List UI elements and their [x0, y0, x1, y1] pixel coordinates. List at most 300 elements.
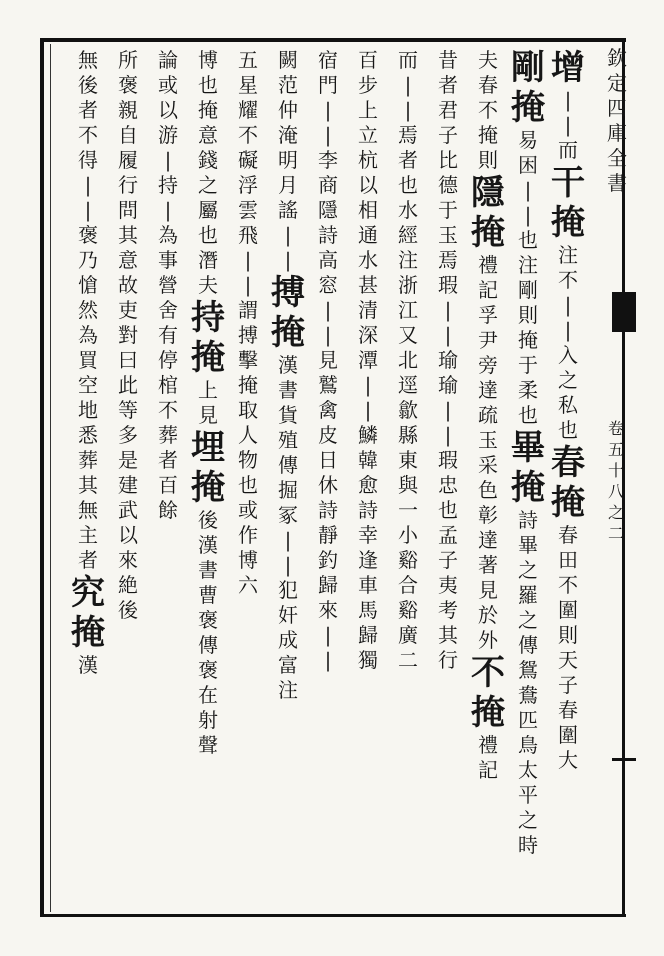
text-char: 絶 — [118, 573, 138, 597]
text-char: 不 — [558, 573, 578, 597]
headword-char: 不 — [471, 653, 505, 693]
text-column — [153, 48, 183, 523]
text-char: 明 — [278, 148, 298, 172]
text-char: | — [324, 323, 332, 347]
headword-char: 增 — [551, 48, 585, 88]
text-char: | — [324, 623, 332, 647]
text-char: | — [444, 398, 452, 422]
text-char: 歸 — [358, 623, 378, 647]
text-column — [393, 48, 423, 673]
text-char: 圍 — [558, 723, 578, 747]
text-char: 廣 — [398, 623, 418, 647]
text-char: 主 — [78, 523, 98, 547]
headword-char: 埋 — [191, 428, 225, 468]
text-char: 為 — [158, 223, 178, 247]
text-char: 注 — [558, 243, 578, 267]
text-char: 德 — [438, 173, 458, 197]
headword-char: 究 — [71, 573, 105, 613]
text-char: 而 — [398, 48, 418, 72]
text-char: | — [84, 173, 92, 197]
volume-number-char: 十 — [607, 461, 624, 480]
headword-char: 掩 — [551, 203, 585, 243]
text-char: | — [244, 248, 252, 272]
text-char: 謂 — [238, 298, 258, 322]
text-char: 之 — [518, 558, 538, 582]
text-char: 所 — [118, 48, 138, 72]
text-char: 詩 — [318, 223, 338, 247]
text-char: 漢 — [198, 533, 218, 557]
text-char: 意 — [118, 248, 138, 272]
headword-char: 掩 — [511, 88, 545, 128]
page-border-top — [40, 38, 626, 42]
text-char: 六 — [238, 573, 258, 597]
text-char: 私 — [558, 393, 578, 417]
page-border-left-inner — [50, 44, 51, 912]
text-char: | — [444, 323, 452, 347]
text-char: 之 — [558, 368, 578, 392]
text-char: 錢 — [198, 148, 218, 172]
volume-number-char: 二 — [607, 524, 624, 543]
text-char: | — [324, 123, 332, 147]
text-char: 傳 — [278, 453, 298, 477]
text-char: 或 — [238, 498, 258, 522]
text-char: 鳥 — [518, 733, 538, 757]
fishtail-mark — [612, 292, 636, 332]
text-char: 成 — [278, 628, 298, 652]
text-char: 鱗 — [358, 423, 378, 447]
text-char: 書 — [198, 558, 218, 582]
text-char: 者 — [398, 148, 418, 172]
headword-char: 掩 — [191, 338, 225, 378]
text-char: 不 — [238, 123, 258, 147]
text-column — [73, 48, 103, 678]
volume-number-char: 五 — [607, 440, 624, 459]
text-char: 休 — [318, 473, 338, 497]
text-char: 記 — [478, 758, 498, 782]
text-char: 故 — [118, 273, 138, 297]
text-char: 疏 — [478, 403, 498, 427]
text-char: 謠 — [278, 198, 298, 222]
text-char: 鷲 — [318, 373, 338, 397]
headword-char: 掩 — [471, 213, 505, 253]
text-char: | — [284, 528, 292, 552]
text-char: 為 — [78, 323, 98, 347]
text-char: 此 — [118, 373, 138, 397]
text-char: 北 — [398, 348, 418, 372]
text-char: 窓 — [318, 273, 338, 297]
text-char: 舍 — [158, 298, 178, 322]
text-char: 小 — [398, 523, 418, 547]
text-char: 困 — [518, 153, 538, 177]
text-char: 無 — [78, 48, 98, 72]
text-column — [473, 48, 503, 783]
text-char: 釣 — [318, 548, 338, 572]
text-char: 空 — [78, 373, 98, 397]
text-char: 耀 — [238, 98, 258, 122]
headword-char: 掩 — [191, 468, 225, 508]
text-char: 甚 — [358, 273, 378, 297]
text-char: 者 — [78, 98, 98, 122]
text-char: 是 — [118, 448, 138, 472]
headword-char: 剛 — [511, 48, 545, 88]
text-char: 羅 — [518, 583, 538, 607]
text-char: 吏 — [118, 298, 138, 322]
text-char: | — [564, 88, 572, 112]
text-char: 子 — [558, 673, 578, 697]
text-char: | — [324, 648, 332, 672]
text-char: 仲 — [278, 98, 298, 122]
text-char: | — [324, 98, 332, 122]
text-char: 游 — [158, 123, 178, 147]
text-char: 易 — [518, 128, 538, 152]
text-char: 靜 — [318, 523, 338, 547]
text-char: 尹 — [478, 328, 498, 352]
text-char: | — [284, 553, 292, 577]
text-char: 礙 — [238, 148, 258, 172]
text-char: 也 — [198, 223, 218, 247]
text-char: 經 — [398, 223, 418, 247]
text-char: 不 — [78, 123, 98, 147]
text-char: 富 — [278, 653, 298, 677]
text-column — [553, 48, 583, 773]
text-char: 于 — [518, 353, 538, 377]
text-char: 夷 — [438, 573, 458, 597]
text-char: 浮 — [238, 173, 258, 197]
text-char: 玉 — [478, 428, 498, 452]
text-char: 見 — [318, 348, 338, 372]
text-char: | — [564, 293, 572, 317]
headword-char: 掩 — [511, 468, 545, 508]
text-char: 又 — [398, 323, 418, 347]
text-char: 博 — [198, 48, 218, 72]
text-char: 傳 — [198, 633, 218, 657]
text-char: 江 — [398, 298, 418, 322]
text-char: 不 — [478, 98, 498, 122]
text-char: 子 — [438, 123, 458, 147]
text-char: 逕 — [398, 373, 418, 397]
text-char: | — [164, 198, 172, 222]
text-char: 奸 — [278, 603, 298, 627]
text-char: 一 — [398, 498, 418, 522]
text-char: 有 — [158, 323, 178, 347]
text-char: 孟 — [438, 523, 458, 547]
text-char: 星 — [238, 73, 258, 97]
text-char: 二 — [398, 648, 418, 672]
text-char: 事 — [158, 248, 178, 272]
text-char: 不 — [158, 398, 178, 422]
text-char: 以 — [158, 98, 178, 122]
text-char: 之 — [518, 808, 538, 832]
book-title-char: 書 — [607, 171, 627, 195]
text-char: 搏 — [238, 323, 258, 347]
text-char: 縣 — [398, 423, 418, 447]
text-column — [353, 48, 383, 673]
text-char: 行 — [118, 173, 138, 197]
text-char: 營 — [158, 273, 178, 297]
text-char: | — [84, 198, 92, 222]
text-char: 者 — [438, 73, 458, 97]
text-char: 葬 — [158, 423, 178, 447]
text-char: 五 — [238, 48, 258, 72]
text-char: | — [404, 73, 412, 97]
text-char: 畢 — [518, 533, 538, 557]
text-char: | — [324, 298, 332, 322]
text-char: 夫 — [198, 273, 218, 297]
text-char: 闕 — [278, 48, 298, 72]
headword-char: 隱 — [471, 173, 505, 213]
headword-char: 掩 — [551, 483, 585, 523]
text-char: 禮 — [478, 733, 498, 757]
text-char: | — [524, 178, 532, 202]
text-char: 無 — [78, 498, 98, 522]
text-char: 鴛 — [518, 658, 538, 682]
book-title-char: 四 — [607, 96, 627, 120]
text-char: 與 — [398, 473, 418, 497]
text-char: 宿 — [318, 48, 338, 72]
text-char: 田 — [558, 548, 578, 572]
text-char: 買 — [78, 348, 98, 372]
text-char: 比 — [438, 148, 458, 172]
text-char: 也 — [518, 403, 538, 427]
text-char: 注 — [278, 678, 298, 702]
text-char: 君 — [438, 98, 458, 122]
text-char: 百 — [158, 473, 178, 497]
text-char: 水 — [358, 248, 378, 272]
text-char: 皮 — [318, 423, 338, 447]
text-char: 歸 — [318, 573, 338, 597]
text-char: 瑕 — [438, 448, 458, 472]
volume-number-margin — [604, 418, 628, 544]
text-char: 匹 — [518, 708, 538, 732]
text-char: 東 — [398, 448, 418, 472]
text-char: 餘 — [158, 498, 178, 522]
text-column — [513, 48, 543, 858]
text-char: 深 — [358, 323, 378, 347]
text-char: 焉 — [438, 248, 458, 272]
text-char: 隱 — [318, 198, 338, 222]
text-char: 春 — [558, 523, 578, 547]
page-border-bottom — [40, 914, 626, 917]
text-char: 則 — [558, 623, 578, 647]
text-char: 著 — [478, 553, 498, 577]
text-char: 天 — [558, 648, 578, 672]
text-char: 大 — [558, 748, 578, 772]
text-char: 多 — [118, 423, 138, 447]
text-char: 漢 — [78, 653, 98, 677]
text-column — [113, 48, 143, 623]
text-char: | — [444, 423, 452, 447]
text-char: 步 — [358, 73, 378, 97]
text-char: 武 — [118, 498, 138, 522]
text-char: 玉 — [438, 223, 458, 247]
text-char: 漢 — [278, 353, 298, 377]
text-char: 禮 — [478, 253, 498, 277]
text-char: 愈 — [358, 473, 378, 497]
text-char: 子 — [438, 548, 458, 572]
text-char: 也 — [198, 73, 218, 97]
volume-number-char: 之 — [607, 503, 624, 522]
text-char: 來 — [318, 598, 338, 622]
text-char: 論 — [158, 48, 178, 72]
text-char: 建 — [118, 473, 138, 497]
text-char: 則 — [518, 303, 538, 327]
text-char: 不 — [558, 268, 578, 292]
text-char: | — [284, 223, 292, 247]
text-char: 商 — [318, 173, 338, 197]
text-char: 掩 — [238, 373, 258, 397]
text-column — [313, 48, 343, 673]
text-char: 李 — [318, 148, 338, 172]
text-char: 注 — [398, 248, 418, 272]
text-char: | — [164, 148, 172, 172]
text-char: 色 — [478, 478, 498, 502]
headword-char: 搏 — [271, 273, 305, 313]
text-char: 曰 — [118, 348, 138, 372]
text-char: 立 — [358, 123, 378, 147]
text-char: 忠 — [438, 473, 458, 497]
text-char: 後 — [198, 508, 218, 532]
text-char: | — [524, 203, 532, 227]
text-char: | — [364, 373, 372, 397]
text-char: 時 — [518, 833, 538, 857]
text-char: 後 — [78, 73, 98, 97]
text-char: 褒 — [78, 223, 98, 247]
text-char: 于 — [438, 198, 458, 222]
text-char: 聲 — [198, 733, 218, 757]
text-char: 在 — [198, 683, 218, 707]
text-char: 上 — [198, 378, 218, 402]
text-char: 獨 — [358, 648, 378, 672]
text-char: 瑜 — [438, 348, 458, 372]
text-char: 冢 — [278, 503, 298, 527]
text-char: 掩 — [478, 123, 498, 147]
text-char: 意 — [198, 123, 218, 147]
text-char: 自 — [118, 123, 138, 147]
text-char: 後 — [118, 598, 138, 622]
text-char: 也 — [398, 173, 418, 197]
text-char: 行 — [438, 648, 458, 672]
text-char: 作 — [238, 523, 258, 547]
text-char: 百 — [358, 48, 378, 72]
text-char: 曹 — [198, 583, 218, 607]
headword-char: 掩 — [271, 313, 305, 353]
text-char: 棺 — [158, 373, 178, 397]
text-char: 殖 — [278, 428, 298, 452]
text-char: 傳 — [518, 633, 538, 657]
text-char: 博 — [238, 548, 258, 572]
text-char: 太 — [518, 758, 538, 782]
text-char: | — [564, 318, 572, 342]
text-char: 掩 — [198, 98, 218, 122]
text-column — [273, 48, 303, 703]
headword-char: 掩 — [71, 613, 105, 653]
text-char: 潭 — [358, 348, 378, 372]
text-char: 旁 — [478, 353, 498, 377]
text-char: | — [404, 98, 412, 122]
book-title-char: 庫 — [607, 121, 627, 145]
book-title-char: 全 — [607, 146, 627, 170]
text-char: 上 — [358, 98, 378, 122]
volume-number-char: 卷 — [607, 419, 624, 438]
book-title-char: 定 — [607, 71, 627, 95]
text-char: 圍 — [558, 598, 578, 622]
text-char: 貨 — [278, 403, 298, 427]
text-char: 得 — [78, 148, 98, 172]
text-char: 平 — [518, 783, 538, 807]
text-char: 詩 — [358, 498, 378, 522]
text-char: 門 — [318, 73, 338, 97]
text-char: 乃 — [78, 248, 98, 272]
text-column — [233, 48, 263, 598]
text-char: 射 — [198, 708, 218, 732]
text-char: 焉 — [398, 123, 418, 147]
text-char: 清 — [358, 298, 378, 322]
headword-char: 干 — [551, 163, 585, 203]
text-char: 屬 — [198, 198, 218, 222]
text-char: 韓 — [358, 448, 378, 472]
text-char: | — [444, 298, 452, 322]
book-title-margin — [602, 46, 632, 196]
text-char: 歙 — [398, 398, 418, 422]
text-column — [193, 48, 223, 758]
text-char: 日 — [318, 448, 338, 472]
text-char: 以 — [118, 523, 138, 547]
text-char: 淹 — [278, 123, 298, 147]
text-column — [433, 48, 463, 673]
text-char: 之 — [198, 173, 218, 197]
text-char: 孚 — [478, 303, 498, 327]
text-char: 其 — [438, 623, 458, 647]
text-char: 逢 — [358, 548, 378, 572]
text-char: | — [364, 398, 372, 422]
text-char: 見 — [198, 403, 218, 427]
text-char: 詩 — [318, 498, 338, 522]
text-char: 合 — [398, 573, 418, 597]
text-char: 停 — [158, 348, 178, 372]
text-char: 者 — [158, 448, 178, 472]
text-char: 月 — [278, 173, 298, 197]
headword-char: 掩 — [471, 693, 505, 733]
text-char: 春 — [478, 73, 498, 97]
text-char: 褒 — [198, 608, 218, 632]
text-char: 愴 — [78, 273, 98, 297]
text-char: 其 — [118, 223, 138, 247]
text-char: 然 — [78, 298, 98, 322]
text-char: 掩 — [518, 328, 538, 352]
text-char: 也 — [558, 418, 578, 442]
text-char: 注 — [518, 253, 538, 277]
text-char: 車 — [358, 573, 378, 597]
text-char: 取 — [238, 398, 258, 422]
text-char: 也 — [518, 228, 538, 252]
headword-char: 春 — [551, 443, 585, 483]
text-char: 褒 — [198, 658, 218, 682]
text-char: 詩 — [518, 508, 538, 532]
text-char: 考 — [438, 598, 458, 622]
headword-char: 畢 — [511, 428, 545, 468]
text-char: 瑕 — [438, 273, 458, 297]
text-char: 或 — [158, 73, 178, 97]
text-char: 鴦 — [518, 683, 538, 707]
text-char: 谿 — [398, 598, 418, 622]
text-char: 見 — [478, 578, 498, 602]
text-char: 春 — [558, 698, 578, 722]
text-char: 達 — [478, 378, 498, 402]
volume-number-char: 八 — [607, 482, 624, 501]
text-char: 記 — [478, 278, 498, 302]
text-char: 對 — [118, 323, 138, 347]
text-char: 悉 — [78, 423, 98, 447]
